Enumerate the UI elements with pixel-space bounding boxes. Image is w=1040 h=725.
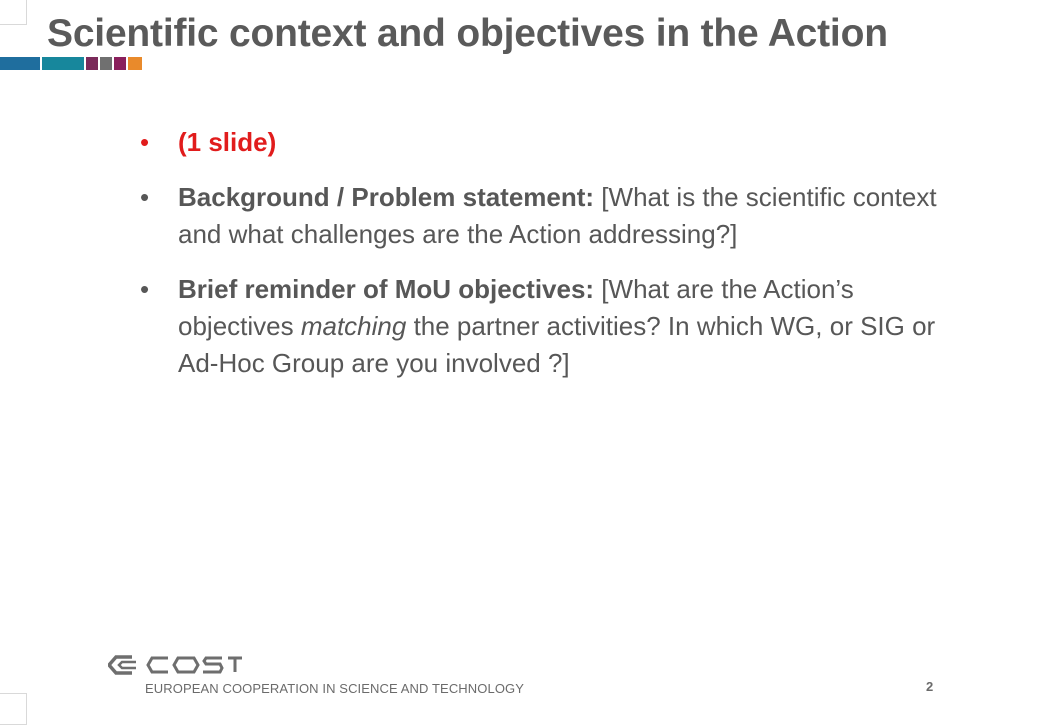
bullet-text: the partner activities? In which WG, or SIG or Ad-Hoc Group are you involved ?] bbox=[178, 311, 936, 378]
strip-segment bbox=[100, 57, 112, 70]
bullet-item bbox=[140, 124, 940, 161]
strip-segment bbox=[86, 57, 98, 70]
slide-title: Scientific context and objectives in the Action bbox=[47, 12, 888, 55]
bullet-text: [What are the Action’s objectives bbox=[178, 274, 854, 341]
corner-mark-bottom bbox=[0, 693, 27, 725]
page-number: 2 bbox=[926, 679, 934, 694]
strip-segment bbox=[42, 57, 84, 70]
bullet-emphasis: matching bbox=[300, 311, 407, 341]
strip-segment bbox=[128, 57, 142, 70]
strip-segment bbox=[0, 57, 40, 70]
strip-segment bbox=[114, 57, 126, 70]
bullet-text: [What is the scientific context and what challenges are the Action addressing?] bbox=[178, 182, 937, 249]
footer-tagline: EUROPEAN COOPERATION IN SCIENCE AND TECHNOLOGY bbox=[145, 681, 525, 696]
title-color-strip bbox=[0, 57, 144, 70]
bullet-heading: (1 slide) bbox=[178, 127, 277, 157]
bullet-item bbox=[140, 179, 940, 253]
bullet-item bbox=[140, 271, 940, 382]
corner-mark-top bbox=[0, 0, 27, 25]
bullet-heading: Background / Problem statement: bbox=[178, 182, 595, 212]
bullet-list bbox=[140, 124, 940, 400]
bullet-heading: Brief reminder of MoU objectives: bbox=[178, 274, 595, 304]
cost-logo-icon bbox=[108, 652, 248, 684]
